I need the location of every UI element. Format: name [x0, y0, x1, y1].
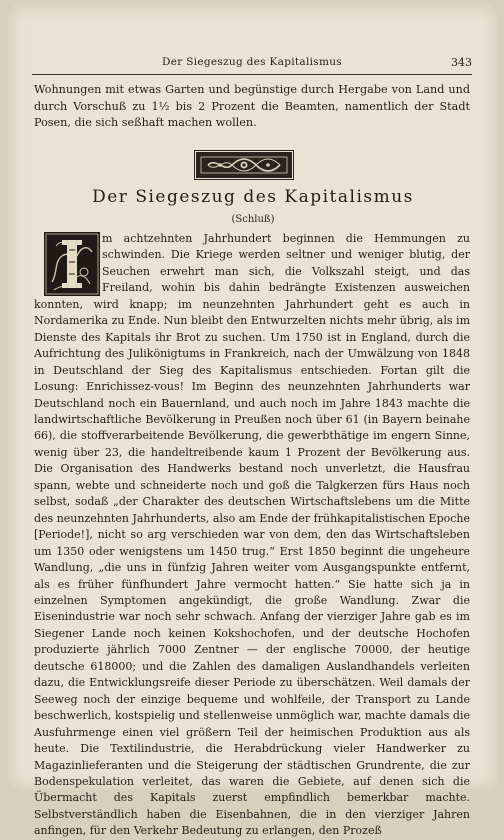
page-number: 343	[451, 56, 472, 69]
illuminated-initial	[44, 232, 100, 296]
section-title: Der Siegeszug des Kapitalismus	[92, 187, 414, 207]
body-text: m achtzehnten Jahrhundert beginnen die Hemmungen zu schwinden. Die Kriege werden seltner und weniger blutig, der Seuchen erwehrt man sich, die Volkszahl steigt, und das Freiland, wohin bis dahin bedrängte Existenzen ausweichen konnten, wird knapp; im neunzehnten Jahrhundert geht es auch in Nordamerika zu Ende. Nun bleibt den Entwurzelten nichts mehr übrig, als im Dienste des Kapitals ihr Brot zu suchen. Um 1750 ist in England, durch die Aufrichtung des Julikönigtums in Frankreich, nach der Umwälzung von 1848 in Deutschland der Sieg des Kapitalismus entschieden. Fortan gilt die Losung: Enrichissez-vous! Im Beginn des neunzehnten Jahrhunderts war Deutschland noch ein Bauernland, und auch noch im Jahre 1843 machte die landwirtschaftliche Bevölkerung in Preußen noch über 61 (in Bayern beinahe 66), die stoffverarbeitende Bevölkerung, die gewerbthätige im engern Sinne, wenig über 23, die handeltreibende kaum 1 Prozent der Bevölkerung aus. Die Organisation des Handwerks bestand noch unverletzt, die Hausfrau spann, webte und schneiderte noch und goß die Talgkerzen fürs Haus noch selbst, sodaß „der Charakter des deutschen Wirtschaftslebens um die Mitte des neunzehnten Jahrhunderts, also am Ende der frühkapitalistischen Epoche [Periode!], nicht so arg verschieden war von dem, den das Wirtschaftsleben um 1350 oder wenigstens um 1450 trug.“ Erst 1850 beginnt die ungeheure Wandlung, „die uns in fünfzig Jahren weiter vom Ausgangspunkte entfernt, als es früher fünfhundert Jahre vermocht hatten.“ Sie hatte sich ja in einzelnen Symptomen angekündigt, die große Wandlung. Zwar die Eisenindustrie war noch sehr schwach. Anfang der vierziger Jahre gab es im Siegener Lande noch keinen Kokshochofen, und der deutsche Hochofen produzierte jährlich 7000 Zentner — der englische 70000, der heutige deutsche 618000; und die Zahlen des damaligen Auslandhandels verleiten dazu, die Entwicklungsreife dieser Periode zu überschätzen. Weil damals der Seeweg noch der einzige bequeme und wohlfeile, der Transport zu Lande beschwerlich, kostspielig und stellenweise unmöglich war, machte damals die Ausfuhrmenge einen viel größern Teil der heimischen Produktion aus als heute. Die Textilindustrie, die Herabdrückung vieler Handwerker zu Magazinlieferanten und die Steigerung der städtischen Grundrente, die zur Bodenspekulation verleitet, das waren die Gebiete, auf denen sich die Übermacht des Kapitals zuerst empfindlich bemerkbar machte. Selbstverständlich haben die Eisenbahnen, die in den vierziger Jahren anfingen, für den Verkehr Bedeutung zu erlangen, den Prozeß	[34, 232, 470, 838]
book-page	[8, 4, 498, 838]
running-title: Der Siegeszug des Kapitalismus	[162, 56, 342, 68]
body-text-block	[34, 231, 470, 840]
page-header	[32, 54, 472, 75]
section-subtitle: (Schluß)	[231, 214, 275, 225]
opening-paragraph: Wohnungen mit etwas Garten und begünstige durch Hergabe von Land und durch Vorschuß zu 1½ bis 2 Prozent die Beamten, namentlich der Stadt Posen, die sich seßhaft machen wollen.	[34, 83, 470, 129]
decorative-ornament	[196, 152, 292, 178]
